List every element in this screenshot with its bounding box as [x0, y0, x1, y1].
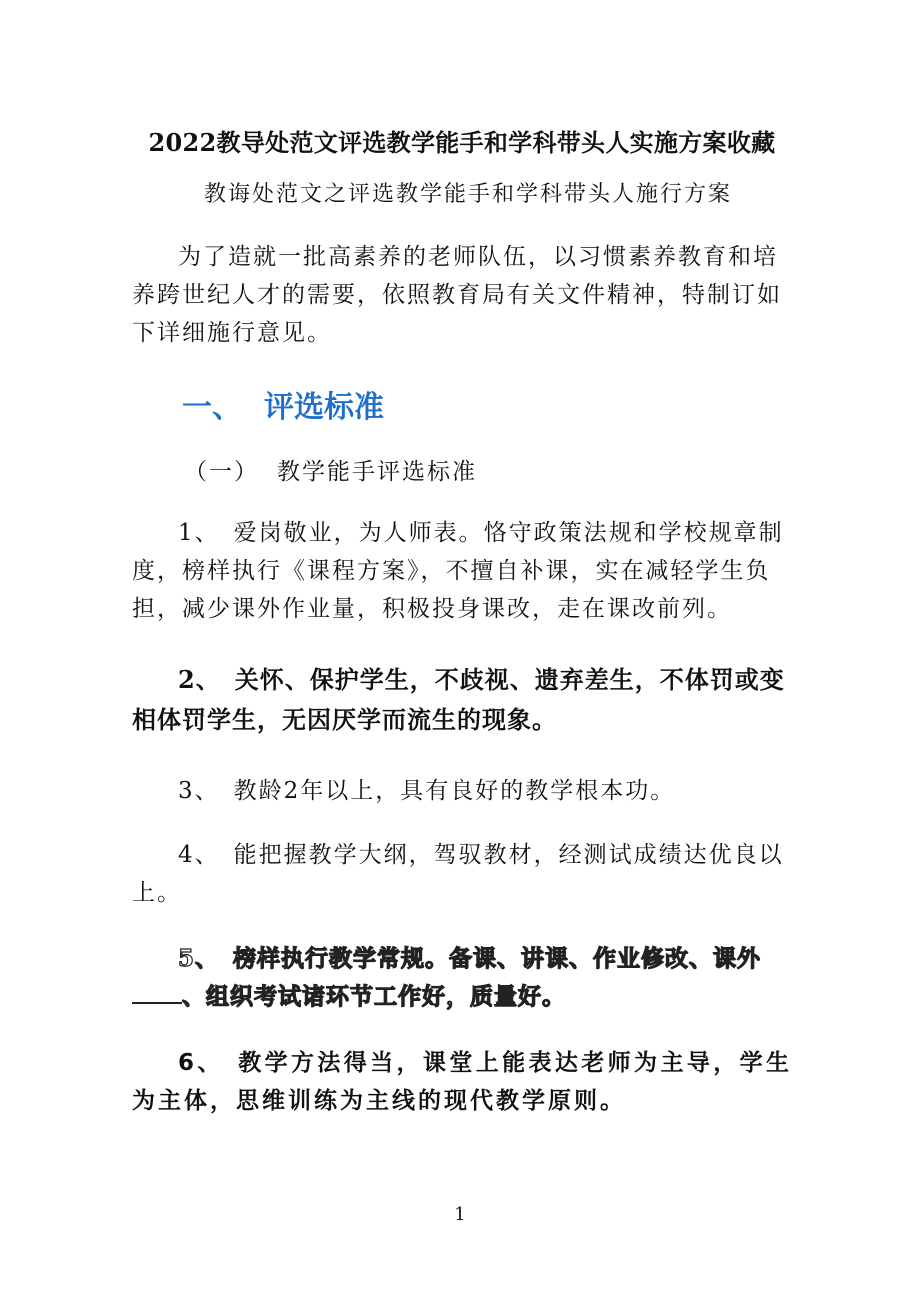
- criteria-item-2: [132, 660, 792, 740]
- subsection-number: （一）: [184, 459, 259, 485]
- item-number: 3、: [178, 778, 220, 804]
- criteria-item-6: [132, 1044, 792, 1120]
- section-title: 评选标准: [264, 390, 384, 425]
- item-number: 1、: [178, 520, 220, 546]
- document-title: 2022教导处范文评选教学能手和学科带头人实施方案收藏: [148, 128, 776, 157]
- item-number: 4、: [178, 842, 220, 868]
- item-text-before: 榜样执行教学常规。备课、讲课、作业修改、课外: [233, 945, 762, 972]
- item-number: 5、: [178, 945, 220, 972]
- item-text: 关怀、保护学生，不歧视、遗弃差生，不体罚或变相体罚学生，无因厌学而流生的现象。: [132, 665, 785, 734]
- item-number: 6、: [178, 1050, 224, 1076]
- section-heading: [182, 388, 842, 428]
- criteria-item-4: [132, 836, 792, 912]
- intro-paragraph: 为了造就一批高素养的老师队伍，以习惯素养教育和培养跨世纪人才的需要，依照教育局有关文件精神，特制订如下详细施行意见。: [132, 244, 782, 346]
- item-text: 教龄2年以上，具有良好的教学根本功。: [233, 778, 676, 804]
- item-text: 能把握教学大纲，驾驭教材，经测试成绩达优良以上。: [132, 842, 784, 906]
- document-subtitle: 教诲处范文之评选教学能手和学科带头人施行方案: [204, 182, 733, 207]
- page-number: 1: [454, 1204, 466, 1225]
- subsection-heading: [184, 455, 844, 489]
- fill-in-blank: [132, 980, 182, 1004]
- item-text: 教学方法得当，课堂上能表达老师为主导，学生为主体，思维训练为主线的现代教学原则。: [132, 1050, 792, 1114]
- subsection-title: 教学能手评选标准: [277, 459, 477, 485]
- item-number: 2、: [178, 665, 221, 694]
- criteria-item-5: [132, 940, 792, 1016]
- criteria-item-1: [132, 514, 792, 628]
- item-text-after: 、组织考试诸环节工作好，质量好。: [182, 983, 566, 1010]
- section-number: 一、: [182, 390, 242, 425]
- item-text: 爱岗敬业，为人师表。恪守政策法规和学校规章制度，榜样执行《课程方案》，不擅自补课，实在减轻学生负担，减少课外作业量，积极投身课改，走在课改前列。: [132, 520, 784, 622]
- criteria-item-3: [132, 772, 792, 810]
